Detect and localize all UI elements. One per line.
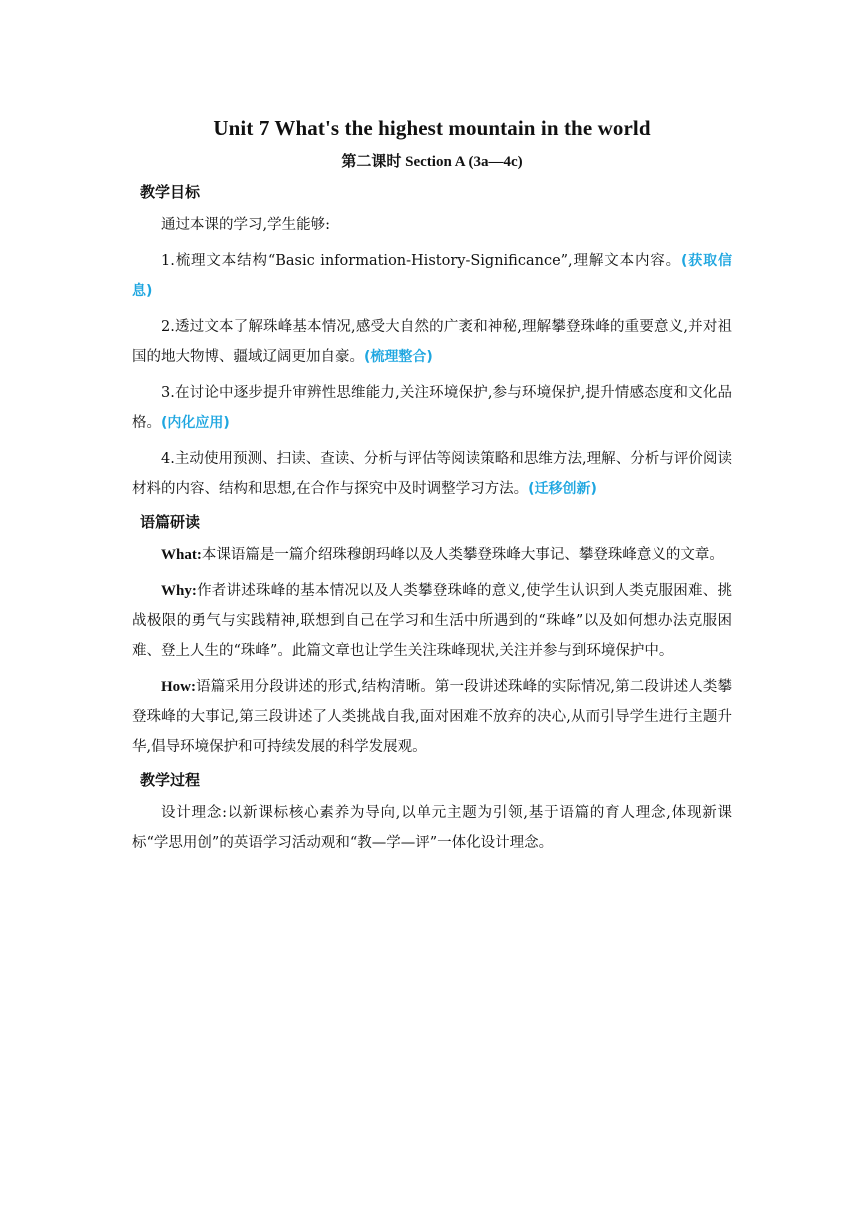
- objective-text: 3.在讨论中逐步提升审辨性思维能力,关注环境保护,参与环境保护,提升情感态度和文化品格。: [132, 385, 732, 431]
- analysis-why: [132, 576, 732, 666]
- objective-text: 1.梳理文本结构“Basic information-History-Significance”,理解文本内容。: [161, 253, 682, 269]
- objective-tag: (获取信息): [132, 253, 732, 299]
- analysis-lead: What:: [161, 547, 202, 563]
- objective-text: 2.透过文本了解珠峰基本情况,感受大自然的广袤和神秘,理解攀登珠峰的重要意义,并对祖国的地大物博、疆域辽阔更加自豪。: [132, 319, 732, 365]
- objective-item-3: [132, 378, 732, 438]
- document-subtitle: 第二课时 Section A (3a—4c): [341, 154, 523, 170]
- objective-item-1: [132, 246, 732, 306]
- objective-item-4: [132, 444, 732, 504]
- document-title: Unit 7 What's the highest mountain in the world: [213, 116, 651, 140]
- objective-tag: (内化应用): [161, 415, 230, 431]
- analysis-text: 作者讲述珠峰的基本情况以及人类攀登珠峰的意义,使学生认识到人类克服困难、挑战极限的勇气与实践精神,联想到自己在学习和生活中所遇到的“珠峰”以及如何想办法克服困难、登上人生的“珠峰”。此篇文章也让学生关注珠峰现状,关注并参与到环境保护中。: [132, 583, 732, 659]
- process-heading: 教学过程: [140, 771, 201, 789]
- analysis-lead: How:: [161, 679, 196, 695]
- objectives-intro: 通过本课的学习,学生能够:: [161, 217, 330, 233]
- analysis-what: [132, 540, 732, 570]
- analysis-text: 本课语篇是一篇介绍珠穆朗玛峰以及人类攀登珠峰大事记、攀登珠峰意义的文章。: [201, 547, 724, 563]
- objective-tag: (迁移创新): [528, 481, 597, 497]
- analysis-heading: 语篇研读: [140, 513, 201, 531]
- process-text: 设计理念:以新课标核心素养为导向,以单元主题为引领,基于语篇的育人理念,体现新课标“学思用创”的英语学习活动观和“教—学—评”一体化设计理念。: [132, 805, 732, 851]
- objective-tag: (梳理整合): [364, 349, 433, 365]
- objective-item-2: [132, 312, 732, 372]
- analysis-text: 语篇采用分段讲述的形式,结构清晰。第一段讲述珠峰的实际情况,第二段讲述人类攀登珠峰的大事记,第三段讲述了人类挑战自我,面对困难不放弃的决心,从而引导学生进行主题升华,倡导环境保护和可持续发展的科学发展观。: [132, 679, 732, 755]
- document-content: [132, 112, 732, 864]
- objective-text: 4.主动使用预测、扫读、查读、分析与评估等阅读策略和思维方法,理解、分析与评价阅读材料的内容、结构和思想,在合作与探究中及时调整学习方法。: [132, 451, 732, 497]
- analysis-how: [132, 672, 732, 762]
- objectives-heading: 教学目标: [140, 183, 201, 201]
- analysis-lead: Why:: [161, 583, 197, 599]
